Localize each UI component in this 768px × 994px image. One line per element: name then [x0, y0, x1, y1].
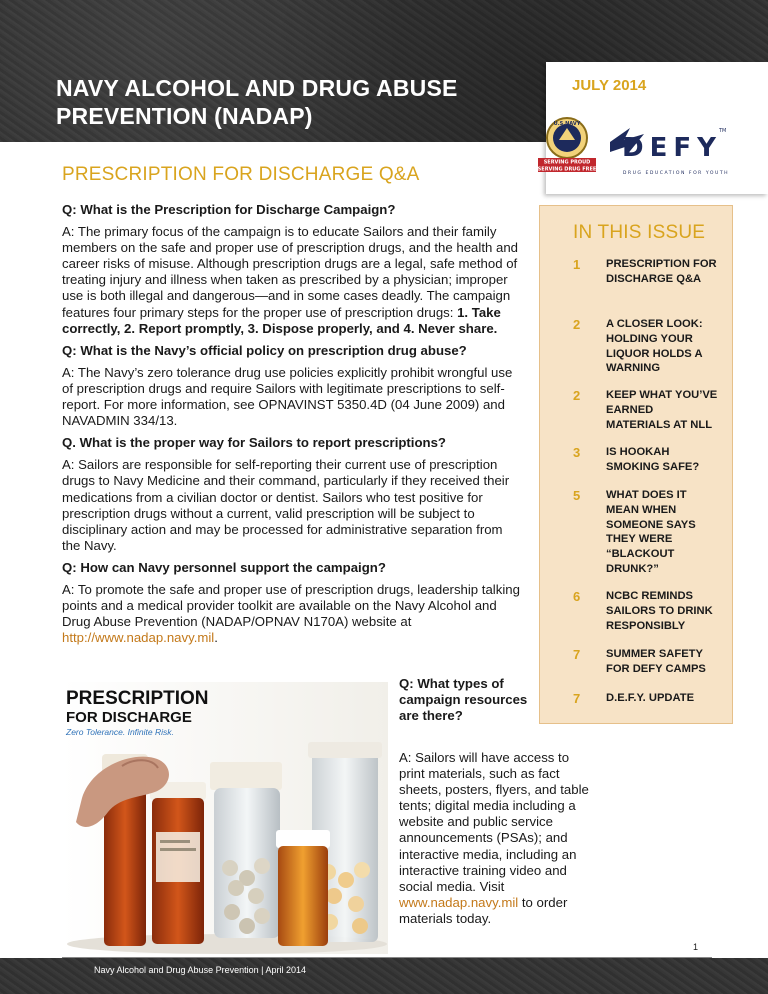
issue-title: D.E.F.Y. UPDATE [606, 692, 695, 704]
defy-wordmark: DEFY [622, 133, 722, 163]
question-4: Q: How can Navy personnel support the campaign? [62, 559, 386, 575]
issue-page-number: 7 [573, 691, 581, 706]
issue-date: JULY 2014 [572, 77, 647, 94]
seal-banner-text-1: SERVING PROUD [543, 159, 591, 166]
answer-2: A: The Navy’s zero tolerance drug use policies explicitly prohibit wrongful use of prescription drugs and require Sailors with legitimate prescriptions to self-report. For more information, see OPNAVINST 5350.4D (04 June 2009) and NAVADMIN 334/13. [62, 364, 513, 429]
issue-title: NCBC REMINDS SAILORS TO DRINK RESPONSIBLY [606, 590, 713, 632]
defy-tagline: DRUG EDUCATION FOR YOUTH [622, 171, 730, 176]
issue-title: WHAT DOES IT MEAN WHEN SOMEONE SAYS THEY WERE “BLACKOUT DRUNK?” [606, 489, 696, 575]
seal-top-text: U.S.NAVY [553, 121, 581, 127]
issue-page-number: 3 [573, 445, 581, 460]
issue-title: SUMMER SAFETY FOR DEFY CAMPS [606, 648, 706, 675]
newsletter-title: NAVY ALCOHOL AND DRUG ABUSE PREVENTION (NADAP) [56, 75, 458, 129]
question-3: Q. What is the proper way for Sailors to report prescriptions? [62, 435, 446, 451]
issue-title: A CLOSER LOOK: HOLDING YOUR LIQUOR HOLDS A WARNING [606, 318, 703, 375]
answer-3: A: Sailors are responsible for self-reporting their current use of prescription drugs to Navy Medicine and their command, particularly if they received their medications from a civilian doctor or dentist. Sailors who test positive for prescription drugs without a current, valid prescription will be subject to disciplinary action and may be processed for administrative separation from the Navy. [62, 457, 510, 553]
photo-headline-2: FOR DISCHARGE [66, 709, 192, 726]
article-heading: PRESCRIPTION FOR DISCHARGE Q&A [62, 164, 420, 185]
date-tab [537, 62, 768, 194]
page-number: 1 [693, 942, 699, 952]
campaign-photo [62, 682, 388, 954]
issue-title: IS HOOKAH SMOKING SAFE? [606, 446, 700, 473]
question-1: Q: What is the Prescription for Discharge Campaign? [62, 202, 396, 217]
issue-page-number: 6 [573, 589, 581, 604]
issue-page-number: 1 [573, 257, 581, 272]
issue-page-number: 7 [573, 647, 581, 662]
footer-bar [0, 958, 768, 994]
issue-title: PRESCRIPTION FOR DISCHARGE Q&A [606, 258, 717, 285]
issue-page-number: 5 [573, 488, 581, 503]
article-body [62, 202, 524, 652]
nadap-website-link[interactable]: http://www.nadap.navy.mil [62, 630, 215, 646]
question-5: Q: What types of campaign resources are there? [399, 676, 528, 724]
four-steps: 1. Take correctly, 2. Report promptly, 3. Dispose properly, and 4. Never share. [62, 304, 501, 336]
photo-headline-1: PRESCRIPTION [66, 688, 209, 709]
issue-page-number: 2 [573, 317, 581, 332]
navy-seal-logo [532, 114, 602, 174]
issue-title: KEEP WHAT YOU’VE EARNED MATERIALS AT NLL [606, 389, 718, 431]
in-this-issue-heading: IN THIS ISSUE [573, 222, 706, 243]
pill-bottles-image [62, 682, 388, 954]
defy-trademark: TM [719, 128, 727, 134]
answer-5: A: Sailors will have access to print materials, such as fact sheets, posters, flyers, and table tents; digital media including a website and public service announcements (PSAs); and interactive media, including an interactive training video and social media. Visit www.nadap.navy.mil to order materials today. [399, 750, 589, 926]
answer-4: A: To promote the safe and proper use of prescription drugs, leadership talking points and a medical provider toolkit are available on the Navy Alcohol and Drug Abuse Prevention (NADAP/OPNAV N170A) website at http://www.nadap.navy.mil. [62, 581, 520, 646]
answer-1: A: The primary focus of the campaign is to educate Sailors and their family members on the safe and proper use of prescription drugs, and the health and career risks of misuse. Although prescription drugs are a legal, safe method of treating injury and illness when taken as prescribed by a physician; improper use is both illegal and dangerous—and in some cases deadly. The campaign features four primary steps for the proper use of prescription drugs: 1. Take correctly, 2. Report promptly, 3. Dispose properly, and 4. Never share. [62, 224, 518, 336]
nadap-order-link[interactable]: www.nadap.navy.mil [399, 894, 519, 910]
photo-tagline: Zero Tolerance. Infinite Risk. [66, 727, 174, 737]
in-this-issue-panel [539, 205, 733, 724]
footer-text: Navy Alcohol and Drug Abuse Prevention | April 2014 [94, 965, 306, 975]
issue-page-number: 2 [573, 388, 581, 403]
question-2: Q: What is the Navy’s official policy on prescription drug abuse? [62, 342, 467, 358]
seal-banner-text-2: SERVING DRUG FREE [537, 166, 597, 173]
defy-logo [604, 122, 732, 180]
